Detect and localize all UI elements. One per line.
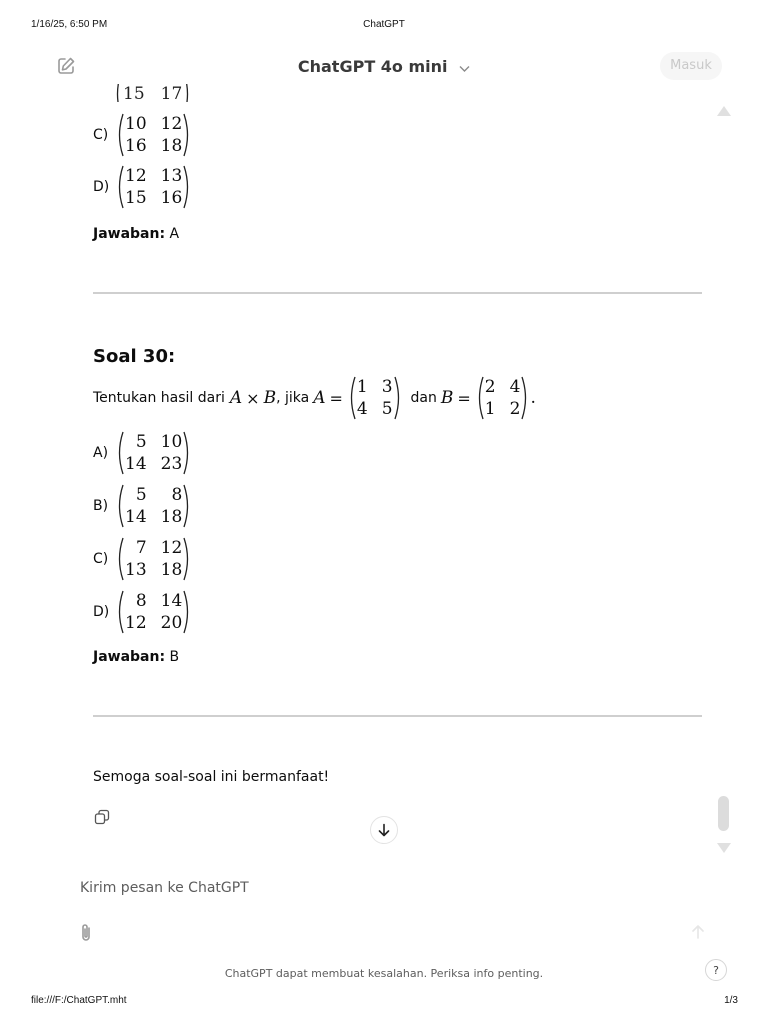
copy-button[interactable] [94,809,112,827]
login-button[interactable]: Masuk [660,52,722,80]
print-path: file:///F:/ChatGPT.mht [31,995,127,1006]
print-title: ChatGPT [363,19,405,30]
divider [93,292,702,294]
matrix: 10 12 16 18 [115,113,192,157]
matrix: 5 8 14 18 [115,484,192,528]
attach-button[interactable] [78,922,96,946]
send-button[interactable] [690,924,708,942]
paperclip-icon [78,922,94,944]
help-button[interactable]: ? [705,959,727,981]
matrix-b: 2 4 1 2 [475,376,531,420]
chevron-down-icon [459,58,470,77]
matrix: 5 10 14 23 [115,431,192,475]
scroll-down-arrow-icon[interactable] [717,843,731,853]
matrix: 7 12 13 18 [115,537,192,581]
arrow-up-icon [690,924,706,940]
question-prompt: Tentukan hasil dari A × B , jika A = 1 3 4 5 dan B = 2 4 1 2 . [93,377,536,419]
scrollbar-thumb[interactable] [718,796,729,831]
option-d: D) 8 14 12 20 [93,590,192,634]
scroll-to-bottom-button[interactable] [370,816,398,844]
print-footer [0,995,768,1009]
closing-message: Semoga soal-soal ini bermanfaat! [93,769,330,785]
top-bar [0,50,768,84]
option-c-prev: C) 10 12 16 18 [93,113,192,157]
model-name: ChatGPT 4o mini [297,57,448,76]
print-header [0,19,768,33]
divider [93,715,702,717]
print-datetime: 1/16/25, 6:50 PM [31,19,108,30]
matrix: 12 13 15 16 [115,165,192,209]
option-a: A) 5 10 14 23 [93,431,192,475]
option-b: B) 5 8 14 18 [93,484,192,528]
disclaimer: ChatGPT dapat membuat kesalahan. Periksa info penting. [224,967,544,980]
matrix: 8 14 12 20 [115,590,192,634]
message-input[interactable]: Kirim pesan ke ChatGPT [80,880,249,896]
model-selector[interactable] [0,57,768,77]
answer-prev: Jawaban: A [93,226,180,242]
scroll-up-arrow-icon[interactable] [717,106,731,116]
copy-icon [94,809,110,825]
print-page: 1/3 [724,995,738,1006]
answer: Jawaban: B [93,649,180,665]
cutoff-matrix: 15 17 [113,84,193,102]
matrix-a: 1 3 4 5 [347,376,403,420]
question-heading: Soal 30: [93,346,176,367]
option-c: C) 7 12 13 18 [93,537,192,581]
option-d-prev: D) 12 13 15 16 [93,165,192,209]
arrow-down-icon [377,823,391,837]
